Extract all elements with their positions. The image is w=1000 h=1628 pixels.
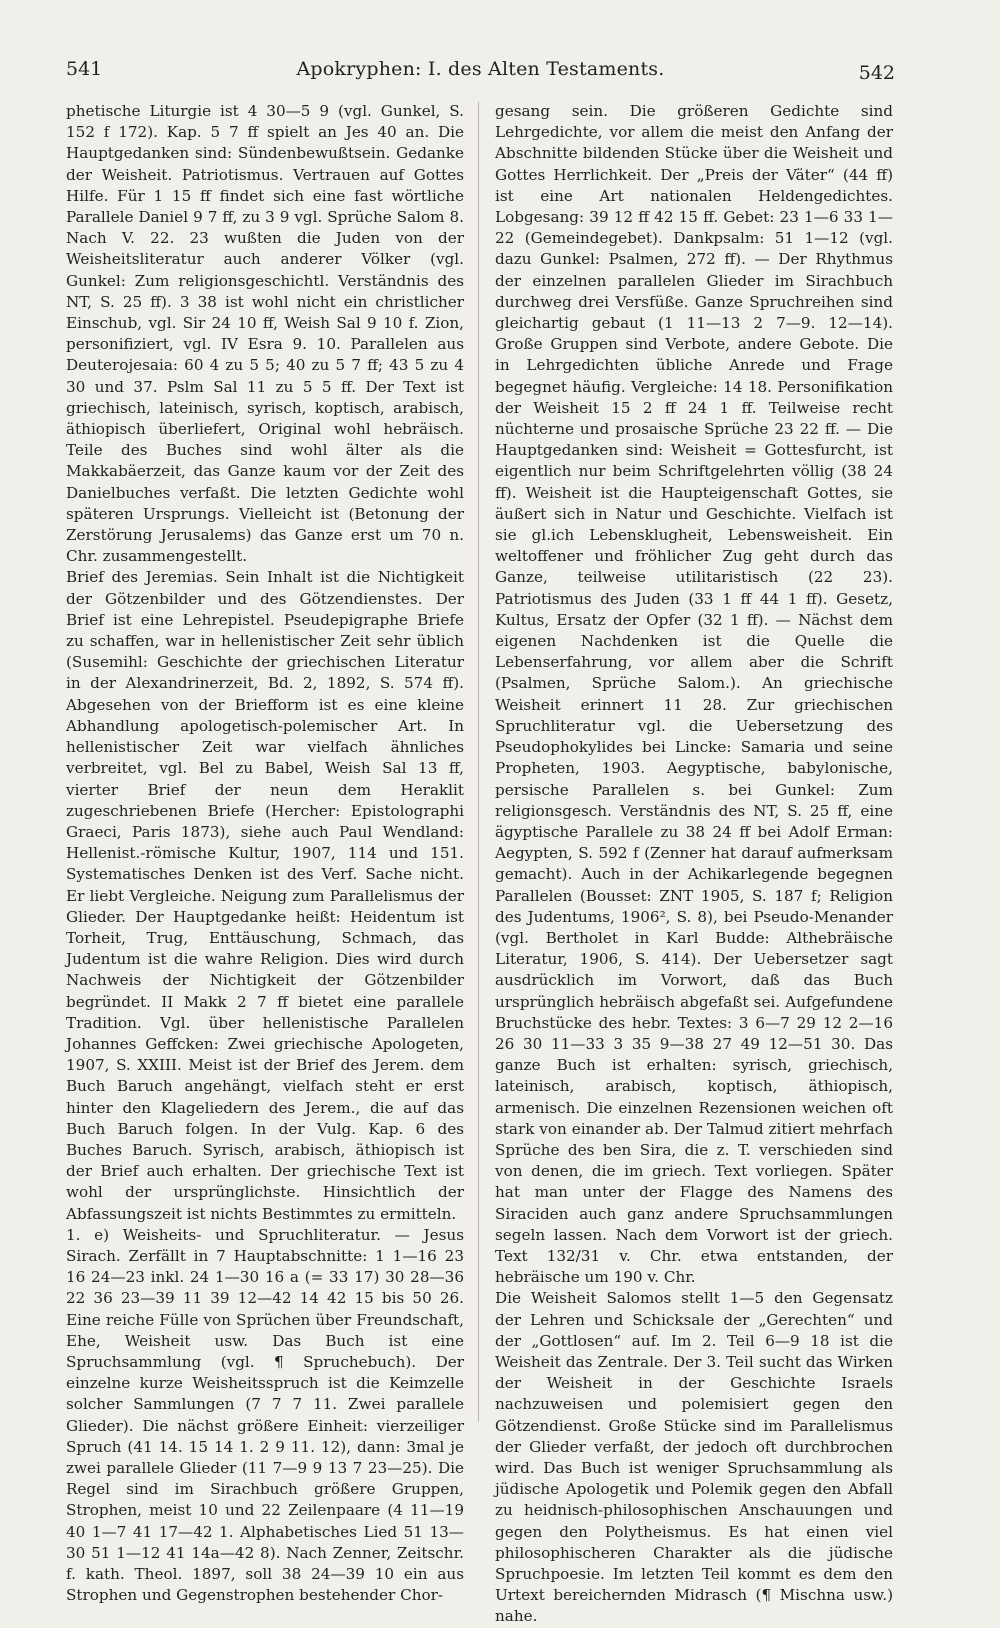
paragraph-weisheits-und-spruchliteratur: 1. e) Weisheits- und Spruchliteratur. — Jesus Sirach. Zerfällt in 7 Hauptabschnitte: 1 1—16 23 16 24—23 inkl. 24 1—30 16 a (= 33 17) 30 28—36 22 36 23—39 11 39 12—42 14 42 15 bis 50 26. Eine reiche Fülle von Sprüchen über Freundschaft, Ehe, Weisheit usw. Das Buch ist eine Spruchsammlung (vgl. ¶ Spruchebuch). Der einzelne kurze Weisheitsspruch ist die Keimzelle solcher Sammlungen (7 7 7 11. Zwei parallele Glieder). Die nächst größere Einheit: vierzeiliger Spruch (41 14. 15 14 1. 2 9 11. 12), dann: 3mal je zwei parallele Glieder (11 7—9 9 13 7 23—25). Die Regel sind im Sirachbuch größere Gruppen, Strophen, meist 10 und 22 Zeilenpaare (4 11—19 40 1—7 41 17—42 1. Alphabetisches Lied 51 13—30 51 1—12 41 14a—42 8). Nach Zenner, Zeitschr. f. kath. Theol. 1897, soll 38 24—39 10 ein aus Strophen und Gegenstrophen bestehender Chor- [66, 1225, 464, 1605]
page-number-right: 542 [858, 62, 895, 84]
page-header [66, 58, 895, 90]
right-column [495, 101, 893, 1628]
running-title: Apokryphen: I. des Alten Testaments. [296, 58, 665, 80]
paragraph-baruch-continuation: phetische Liturgie ist 4 30—5 9 (vgl. Gunkel, S. 152 f 172). Kap. 5 7 ff spielt an Jes 40 an. Die Hauptgedanken sind: Sündenbewußtsein. Gedanke der Weisheit. Patriotismus. Vertrauen auf Gottes Hilfe. Für 1 15 ff findet sich eine fast wörtliche Parallele Daniel 9 7 ff, zu 3 9 vgl. Sprüche Salom 8. Nach V. 22. 23 wußten die Juden von der Weisheitsliteratur auch anderer Völker (vgl. Gunkel: Zum religionsgeschichtl. Verständnis des NT, S. 25 ff). 3 38 ist wohl nicht ein christlicher Einschub, vgl. Sir 24 10 ff, Weish Sal 9 10 f. Zion, personifiziert, vgl. IV Esra 9. 10. Parallelen aus Deuterojesaia: 60 4 zu 5 5; 40 zu 5 7 ff; 43 5 zu 4 30 und 37. Pslm Sal 11 zu 5 5 ff. Der Text ist griechisch, lateinisch, syrisch, koptisch, arabisch, äthiopisch überliefert, Original wohl hebräisch. Teile des Buches sind wohl älter als die Makkabäerzeit, das Ganze kaum vor der Zeit des Danielbuches verfaßt. Die letzten Gedichte wohl späteren Ursprungs. Vielleicht ist (Betonung der Zerstörung Jerusalems) das Ganze erst um 70 n. Chr. zusammengestellt. [66, 102, 464, 566]
paragraph-brief-des-jeremias: Brief des Jeremias. Sein Inhalt ist die Nichtigkeit der Götzenbilder und des Götzendienstes. Der Brief ist eine Lehrepistel. Pseudepigraphe Briefe zu schaffen, war in hellenistischer Zeit sehr üblich (Susemihl: Geschichte der griechischen Literatur in der Alexandrinerzeit, Bd. 2, 1892, S. 574 ff). Abgesehen von der Briefform ist es eine kleine Abhandlung apologetisch-polemischer Art. In hellenistischer Zeit war vielfach ähnliches verbreitet, vgl. Bel zu Babel, Weish Sal 13 ff, vierter Brief der neun dem Heraklit zugeschriebenen Briefe (Hercher: Epistolographi Graeci, Paris 1873), siehe auch Paul Wendland: Hellenist.-römische Kultur, 1907, 114 und 151. Systematisches Denken ist des Verf. Sache nicht. Er liebt Vergleiche. Neigung zum Parallelismus der Glieder. Der Hauptgedanke heißt: Heidentum ist Torheit, Trug, Enttäuschung, Schmach, das Judentum ist die wahre Religion. Dies wird durch Nachweis der Nichtigkeit der Götzenbilder begründet. II Makk 2 7 ff bietet eine parallele Tradition. Vgl. über hellenistische Parallelen Johannes Geffcken: Zwei griechische Apologeten, 1907, S. XXIII. Meist ist der Brief des Jerem. dem Buch Baruch angehängt, vielfach steht er erst hinter den Klageliedern des Jerem., die auf das Buch Baruch folgen. In der Vulg. Kap. 6 des Buches Baruch. Syrisch, arabisch, äthiopisch ist der Brief auch erhalten. Der griechische Text ist wohl der ursprünglichste. Hinsichtlich der Abfassungszeit ist nichts Bestimmtes zu ermitteln. [66, 568, 464, 1223]
paragraph-sirach-continuation: gesang sein. Die größeren Gedichte sind Lehrgedichte, vor allem die meist den Anfang der Abschnitte bildenden Stücke über die Weisheit und Gottes Herrlichkeit. Der „Preis der Väter“ (44 ff) ist eine Art nationalen Heldengedichtes. Lobgesang: 39 12 ff 42 15 ff. Gebet: 23 1—6 33 1—22 (Gemeindegebet). Dankpsalm: 51 1—12 (vgl. dazu Gunkel: Psalmen, 272 ff). — Der Rhythmus der einzelnen parallelen Glieder im Sirachbuch durchweg drei Versfüße. Ganze Spruchreihen sind gleichartig gebaut (1 11—13 2 7—9. 12—14). Große Gruppen sind Verbote, andere Gebote. Die in Lehrgedichten übliche Anrede und Frage begegnet häufig. Vergleiche: 14 18. Personifikation der Weisheit 15 2 ff 24 1 ff. Teilweise recht nüchterne und prosaische Sprüche 23 22 ff. — Die Hauptgedanken sind: Weisheit = Gottesfurcht, ist eigentlich nur beim Schriftgelehrten völlig (38 24 ff). Weisheit ist die Haupteigenschaft Gottes, sie äußert sich in Natur und Geschichte. Vielfach ist sie gl.ich Lebensklugheit, Lebensweisheit. Ein weltoffener und fröhlicher Zug geht durch das Ganze, teilweise utilitaristisch (22 23). Patriotismus des Juden (33 1 ff 44 1 ff). Gesetz, Kultus, Ersatz der Opfer (32 1 ff). — Nächst dem eigenen Nachdenken ist die Quelle die Lebenserfahrung, vor allem aber die Schrift (Psalmen, Sprüche Salom.). An griechische Weisheit erinnert 11 28. Zur griechischen Spruchliteratur vgl. die Uebersetzung des Pseudophokylides bei Lincke: Samaria und seine Propheten, 1903. Aegyptische, babylonische, persische Parallelen s. bei Gunkel: Zum religionsgesch. Verständnis des NT, S. 25 ff, eine ägyptische Parallele zu 38 24 ff bei Adolf Erman: Aegypten, S. 592 f (Zenner hat darauf aufmerksam gemacht). Auch in der Achikarlegende begegnen Parallelen (Bousset: ZNT 1905, S. 187 f; Religion des Judentums, 1906², S. 8), bei Pseudo-Menander (vgl. Bertholet in Karl Budde: Althebräische Literatur, 1906, S. 414). Der Uebersetzer sagt ausdrücklich im Vorwort, daß das Buch ursprünglich hebräisch abgefaßt sei. Aufgefundene Bruchstücke des hebr. Textes: 3 6—7 29 12 2—16 26 30 11—33 3 35 9—38 27 49 12—51 30. Das ganze Buch ist erhalten: syrisch, griechisch, lateinisch, arabisch, koptisch, äthiopisch, armenisch. Die einzelnen Rezensionen weichen oft stark von einander ab. Der Talmud zitiert mehrfach Sprüche des ben Sira, die z. T. verschieden sind von denen, die im griech. Text vorliegen. Später hat man unter der Flagge des Namens des Siraciden auch ganz andere Spruchsammlungen segeln lassen. Nach dem Vorwort ist der griech. Text 132/31 v. Chr. etwa entstanden, der hebräische um 190 v. Chr. [495, 102, 893, 1287]
paragraph-weisheit-salomos: Die Weisheit Salomos stellt 1—5 den Gegensatz der Lehren und Schicksale der „Gerechten“ und der „Gottlosen“ auf. Im 2. Teil 6—9 18 ist die Weisheit das Zentrale. Der 3. Teil sucht das Wirken der Weisheit in der Geschichte Israels nachzuweisen und polemisiert gegen den Götzendienst. Große Stücke sind im Parallelismus der Glieder verfaßt, der jedoch oft durchbrochen wird. Das Buch ist weniger Spruchsammlung als jüdische Apologetik und Polemik gegen den Abfall zu heidnisch-philosophischen Anschauungen und gegen den Polytheismus. Es hat einen viel philosophischeren Charakter als die jüdische Spruchpoesie. Im letzten Teil kommt es dem den Urtext bereichernden Midrasch (¶ Mischna usw.) nahe. [495, 1289, 893, 1626]
left-column [66, 101, 464, 1606]
page-number-left: 541 [66, 58, 103, 80]
column-divider [478, 102, 479, 1422]
